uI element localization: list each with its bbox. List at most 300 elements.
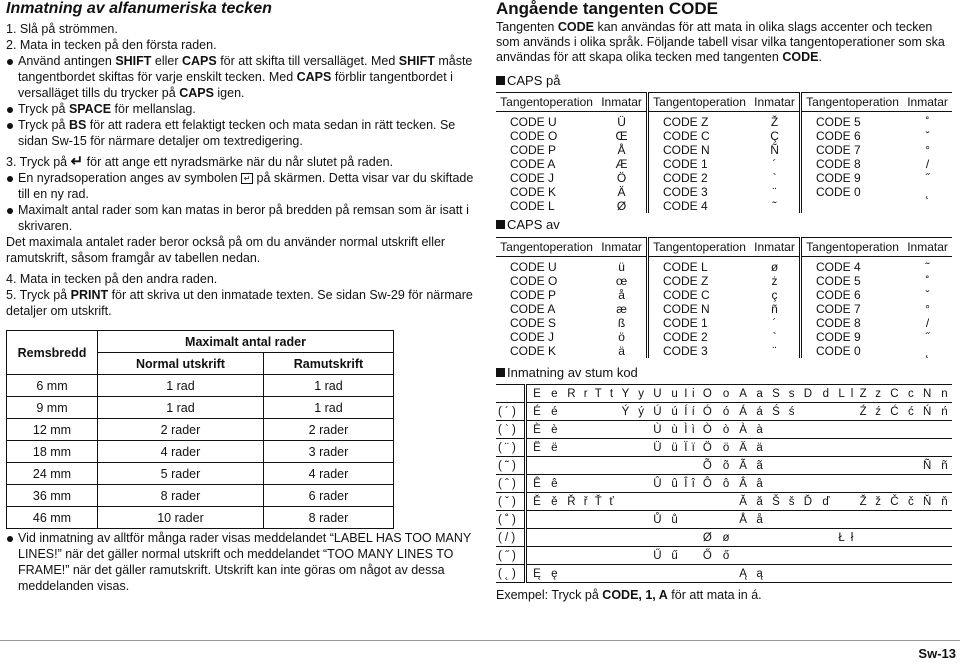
dead-key-cell: Í [682, 403, 689, 421]
table-cell: 36 mm [7, 485, 98, 507]
dead-key-cell [937, 439, 952, 457]
code-table-cell: ø [770, 260, 779, 274]
dead-key-cell [904, 547, 917, 565]
dead-key-cell: ü [667, 439, 682, 457]
col-header-normal: Normal utskrift [98, 353, 264, 375]
dead-key-cell [834, 493, 849, 511]
dead-key-cell [690, 547, 697, 565]
dead-key-cell [937, 511, 952, 529]
code-table-cell: ż [771, 274, 778, 288]
dead-key-cell: Å [734, 511, 752, 529]
dead-key-cell [834, 403, 849, 421]
dead-key-cell: ä [752, 439, 767, 457]
dead-key-cell [904, 511, 917, 529]
dead-key-cell: Î [682, 475, 689, 493]
dead-key-cell: ď [818, 493, 834, 511]
dead-key-cell: À [734, 421, 752, 439]
dead-key-header-cell: R [562, 385, 581, 403]
code-table-cell: CODE 5 [800, 274, 903, 288]
code-table-cell: ´ [772, 316, 777, 330]
right-column [496, 0, 956, 603]
dead-key-cell: Õ [697, 457, 718, 475]
dead-key-header-cell: e [547, 385, 562, 403]
code-table-cell: CODE Z [647, 112, 750, 130]
dead-key-cell [562, 511, 581, 529]
dead-key-cell [855, 565, 871, 583]
dead-key-row [496, 403, 952, 421]
code-table-cell: ˛ [925, 344, 930, 358]
code-table-row [496, 288, 952, 302]
dead-key-cell: Ý [617, 403, 635, 421]
dead-key-cell [767, 565, 785, 583]
dead-key-cell: Ù [648, 421, 667, 439]
dead-key-cell: ú [667, 403, 682, 421]
table-row [7, 485, 394, 507]
dead-key-cell [818, 529, 834, 547]
dead-key-cell [581, 511, 590, 529]
code-table-header-row [496, 93, 952, 112]
dead-key-cell [697, 511, 718, 529]
table-row [7, 419, 394, 441]
dead-key-cell [904, 439, 917, 457]
step-3: 3. Tryck på ↵ för att ange ett nyradsmärke när du når slutet på raden. [6, 153, 394, 170]
table-cell: 1 rad [98, 375, 264, 397]
code-table-cell: ˚ [925, 274, 930, 288]
dead-key-cell [682, 529, 689, 547]
dead-key-header-cell: r [581, 385, 590, 403]
code-table-cell: CODE J [510, 330, 555, 344]
dead-key-cell [617, 547, 635, 565]
max-lines-paragraph: Det maximala antalet rader beror också på om du använder normal utskrift eller ramutskrift, såsom framgår av tabellen nedan. [6, 235, 446, 265]
code-table-cell: Œ [615, 129, 628, 143]
dead-key-cell: â [752, 475, 767, 493]
dead-key-cell [606, 475, 616, 493]
dead-key-cell [718, 493, 734, 511]
dead-key-cell [590, 529, 606, 547]
dead-key-cell [798, 511, 817, 529]
code-table-cell: CODE N [647, 302, 750, 316]
dead-key-cell [885, 439, 904, 457]
dead-key-header-cell: z [871, 385, 884, 403]
code-table-cell: CODE U [510, 260, 557, 274]
dead-key-cell [667, 529, 682, 547]
code-table-row [496, 129, 952, 143]
code-table-cell: CODE K [510, 185, 557, 199]
code-table-cell: CODE P [510, 288, 557, 302]
square-bullet-icon [496, 220, 505, 229]
dead-key-cell [617, 565, 635, 583]
col-header-operation: Tangentoperation [647, 238, 750, 257]
dead-key-cell [798, 457, 817, 475]
dead-key-cell [798, 475, 817, 493]
dead-key-cell [885, 421, 904, 439]
dead-key-cell [682, 457, 689, 475]
code-table-cell: œ [615, 274, 628, 288]
dead-key-cell [818, 457, 834, 475]
dead-key-cell [904, 475, 917, 493]
dead-key-cell: ť [606, 493, 616, 511]
square-bullet-icon [496, 76, 505, 85]
dead-key-cell: Ö [697, 439, 718, 457]
dead-key-cell [667, 493, 682, 511]
dead-key-cell: Š [767, 493, 785, 511]
code-section-title: Angående tangenten CODE [496, 0, 718, 18]
dead-key-cell [690, 565, 697, 583]
code-table-row [496, 171, 952, 185]
dead-key-cell [937, 547, 952, 565]
code-table-cell: CODE 3 [647, 344, 750, 358]
dead-key-cell [871, 457, 884, 475]
dead-key-cell [834, 421, 849, 439]
table-cell: 1 rad [98, 397, 264, 419]
dead-key-cell [871, 439, 884, 457]
code-table-cell: CODE 6 [800, 129, 903, 143]
code-table-row [496, 274, 952, 288]
code-table-cell: CODE O [510, 129, 558, 143]
dead-key-cell [785, 475, 798, 493]
dead-key-cell [634, 421, 647, 439]
code-table-cell: CODE 1 [647, 157, 750, 171]
dead-key-cell [785, 529, 798, 547]
code-table-cell: Æ [615, 157, 628, 171]
dead-key-cell [562, 475, 581, 493]
dead-key-row [496, 565, 952, 583]
code-table-cell: CODE 4 [647, 199, 750, 213]
dead-key-cell: Ą [734, 565, 752, 583]
code-table-row [496, 185, 952, 199]
code-table-cell: ˜ [772, 199, 777, 213]
dead-key-cell: Ï [682, 439, 689, 457]
table-cell: 5 rader [98, 463, 264, 485]
dead-key-cell [937, 565, 952, 583]
dead-key-cell [590, 565, 606, 583]
dead-key-row [496, 439, 952, 457]
code-table-cell: CODE 0 [800, 185, 903, 199]
code-table-cell [903, 199, 952, 213]
code-table-row [496, 157, 952, 171]
step-5: 5. Tryck på PRINT för att skriva ut den inmatade texten. Se sidan Sw-29 för närmare detaljer om utskrift. [6, 288, 473, 318]
dead-key-cell [697, 493, 718, 511]
dead-key-cell: ć [904, 403, 917, 421]
dead-key-cell [617, 475, 635, 493]
dead-key-cell [590, 475, 606, 493]
dead-key-cell [590, 421, 606, 439]
dead-key-header-cell: y [634, 385, 647, 403]
dead-key-cell [690, 457, 697, 475]
code-table-cell: CODE 7 [800, 143, 903, 157]
code-table-row [496, 143, 952, 157]
col-header-operation: Tangentoperation [496, 93, 597, 112]
dead-key-cell: ( ˛ ) [496, 565, 526, 583]
dead-key-cell: ś [785, 403, 798, 421]
col-header-width: Remsbredd [7, 331, 98, 375]
dead-key-cell: č [904, 493, 917, 511]
code-table-cell: CODE 2 [647, 171, 750, 185]
dead-key-cell [871, 565, 884, 583]
note-block [6, 530, 476, 594]
dead-key-cell: š [785, 493, 798, 511]
code-table-cell: ö [618, 330, 625, 344]
dead-key-cell [871, 547, 884, 565]
dead-key-cell [855, 457, 871, 475]
code-table-cell: ˜ [925, 260, 930, 274]
dead-key-cell [834, 565, 849, 583]
code-table-row [496, 112, 952, 130]
dead-key-cell: Ü [648, 439, 667, 457]
dead-key-cell: î [690, 475, 697, 493]
dead-key-cell: ( ` ) [496, 421, 526, 439]
dead-key-cell [918, 475, 937, 493]
dead-key-cell: å [752, 511, 767, 529]
dead-key-cell: ù [667, 421, 682, 439]
code-table-cell: CODE 8 [800, 316, 903, 330]
dead-key-header-cell: n [937, 385, 952, 403]
dead-key-cell [690, 493, 697, 511]
col-header-operation: Tangentoperation [800, 93, 903, 112]
dead-key-cell [547, 511, 562, 529]
bullet-backspace: Tryck på BS för att radera ett felaktigt tecken och mata sedan in rätt tecken. Se sidan Sw-15 för närmare detaljer om textredigering. [6, 117, 476, 149]
dead-key-header-cell [496, 385, 526, 403]
dead-key-cell [785, 547, 798, 565]
dead-key-cell: Č [885, 493, 904, 511]
example-text: Exempel: Tryck på CODE, 1, A för att mata in á. [496, 588, 762, 602]
dead-key-cell: á [752, 403, 767, 421]
dead-key-cell [682, 547, 689, 565]
dead-key-row [496, 493, 952, 511]
dead-key-cell: Ń [918, 403, 937, 421]
col-header-frame: Ramutskrift [263, 353, 393, 375]
dead-key-cell: Ę [526, 565, 547, 583]
code-table-cell: CODE S [510, 316, 557, 330]
col-header-input: Inmatar [597, 238, 647, 257]
code-table-row [496, 302, 952, 316]
dead-key-header-cell: u [667, 385, 682, 403]
return-key-icon: ↵ [70, 153, 84, 170]
dead-key-cell [798, 403, 817, 421]
dead-key-cell [718, 511, 734, 529]
dead-key-cell: ź [871, 403, 884, 421]
dead-key-cell: Ó [697, 403, 718, 421]
dead-key-cell [885, 547, 904, 565]
code-table-cell: CODE P [510, 143, 557, 157]
dead-key-cell: ì [690, 421, 697, 439]
dead-key-cell: ò [718, 421, 734, 439]
dead-key-header-cell: i [690, 385, 697, 403]
dead-key-cell [818, 403, 834, 421]
dead-key-cell: Ì [682, 421, 689, 439]
dead-key-cell [634, 457, 647, 475]
dead-key-header-cell: Y [617, 385, 635, 403]
dead-key-cell: Ě [526, 493, 547, 511]
code-table-cell: CODE 4 [800, 257, 903, 275]
code-table-cell: / [925, 316, 930, 330]
dead-key-cell [581, 475, 590, 493]
dead-key-cell: Ň [918, 493, 937, 511]
dead-key-header-cell: s [785, 385, 798, 403]
dead-key-cell [606, 547, 616, 565]
dead-key-cell [606, 457, 616, 475]
dead-key-cell: ą [752, 565, 767, 583]
code-table-cell: ß [617, 316, 626, 330]
dead-key-cell: ń [937, 403, 952, 421]
dead-key-cell [682, 565, 689, 583]
dead-key-cell [871, 475, 884, 493]
dead-key-cell: ô [718, 475, 734, 493]
dead-key-cell [617, 511, 635, 529]
section-title: Inmatning av alfanumeriska tecken [6, 0, 272, 17]
dead-key-heading: Inmatning av stum kod [496, 365, 956, 380]
dead-key-cell [834, 511, 849, 529]
dead-key-cell [590, 403, 606, 421]
col-header-group: Maximalt antal rader [98, 331, 394, 353]
dead-key-cell: ě [547, 493, 562, 511]
code-table-cell: Ä [617, 185, 626, 199]
dead-key-cell [634, 547, 647, 565]
dead-key-cell [606, 529, 616, 547]
code-table-row [496, 330, 952, 344]
dead-key-cell: ř [581, 493, 590, 511]
code-table-cell: CODE 7 [800, 302, 903, 316]
dead-key-cell [798, 421, 817, 439]
dead-key-cell: ę [547, 565, 562, 583]
code-table-cell: ˇ [925, 288, 930, 302]
dead-key-header-cell: N [918, 385, 937, 403]
dead-key-cell: ý [634, 403, 647, 421]
dead-key-cell [634, 493, 647, 511]
code-table-cell: ˇ [925, 129, 930, 143]
dead-key-cell [798, 439, 817, 457]
dead-key-cell [918, 439, 937, 457]
dead-key-cell [855, 529, 871, 547]
dead-key-cell [526, 457, 547, 475]
dead-key-cell: Ò [697, 421, 718, 439]
col-header-input: Inmatar [750, 93, 800, 112]
col-header-input: Inmatar [750, 238, 800, 257]
code-table-cell: CODE 6 [800, 288, 903, 302]
dead-key-cell [581, 529, 590, 547]
table-cell: 1 rad [263, 397, 393, 419]
code-table-cell: ¨ [772, 344, 777, 358]
dead-key-cell [526, 547, 547, 565]
table-cell: 6 rader [263, 485, 393, 507]
dead-key-row [496, 529, 952, 547]
code-table-cell: Ü [617, 115, 626, 129]
dead-key-cell: ( ¨ ) [496, 439, 526, 457]
bullet-space: Tryck på SPACE för mellanslag. [6, 101, 476, 117]
dead-key-cell [855, 421, 871, 439]
dead-key-cell: ë [547, 439, 562, 457]
code-table-cell: CODE J [510, 171, 555, 185]
dead-key-cell [634, 565, 647, 583]
dead-key-row [496, 421, 952, 439]
dead-key-cell [798, 529, 817, 547]
dead-key-table [496, 384, 952, 583]
code-table-cell: CODE O [510, 274, 558, 288]
dead-key-cell: Ú [648, 403, 667, 421]
dead-key-cell [885, 457, 904, 475]
code-table-cell [800, 199, 903, 213]
code-table-cell: CODE 9 [800, 171, 903, 185]
dead-key-cell [818, 511, 834, 529]
code-table-cell: Ö [616, 171, 627, 185]
dead-key-row [496, 547, 952, 565]
dead-key-cell [785, 421, 798, 439]
dead-key-cell [785, 457, 798, 475]
code-table-cell: Ø [616, 199, 627, 213]
dead-key-cell: Ő [697, 547, 718, 565]
dead-key-cell [798, 565, 817, 583]
dead-key-cell: Ă [734, 493, 752, 511]
dead-key-cell [834, 457, 849, 475]
dead-key-cell [617, 421, 635, 439]
code-table-cell: ä [618, 344, 625, 358]
dead-key-cell [590, 511, 606, 529]
code-table-cell: ü [618, 260, 625, 274]
dead-key-cell: û [667, 475, 682, 493]
dead-key-cell [785, 439, 798, 457]
code-table-cell: ` [772, 171, 777, 185]
dead-key-cell [634, 511, 647, 529]
dead-key-cell: ö [718, 439, 734, 457]
dead-key-cell [526, 529, 547, 547]
bullet-newline-symbol: En nyradsoperation anges av symbolen ↵ på skärmen. Detta visar var du skiftade till en ny rad. [6, 170, 476, 202]
dead-key-cell: Ê [526, 475, 547, 493]
left-column [6, 0, 476, 319]
dead-key-cell [648, 565, 667, 583]
table-cell: 4 rader [263, 463, 393, 485]
dead-key-header-cell: D [798, 385, 817, 403]
dead-key-cell: Ë [526, 439, 547, 457]
page-number: Sw-13 [918, 646, 956, 661]
table-cell: 3 rader [263, 441, 393, 463]
dead-key-cell: ê [547, 475, 562, 493]
col-header-operation: Tangentoperation [800, 238, 903, 257]
dead-key-cell [634, 475, 647, 493]
dead-key-cell [767, 511, 785, 529]
dead-key-cell [752, 529, 767, 547]
dead-key-cell [818, 439, 834, 457]
dead-key-cell [785, 565, 798, 583]
bullet-shift-caps: Använd antingen SHIFT eller CAPS för att skifta till versalläget. Med SHIFT måste tangentbordet skiftas för varje enskilt tecken. Med CAPS förblir tangentbordet i versalläget tills du trycker på CAPS igen. [6, 53, 476, 101]
code-table-row [496, 199, 952, 213]
code-table-cell: ` [772, 330, 777, 344]
dead-key-cell [648, 529, 667, 547]
dead-key-header-cell: O [697, 385, 718, 403]
code-table-cell: CODE L [510, 199, 555, 213]
dead-key-header-row [496, 385, 952, 403]
dead-key-cell: Â [734, 475, 752, 493]
dead-key-cell [785, 511, 798, 529]
dead-key-cell: Ô [697, 475, 718, 493]
code-table-cell: Ñ [770, 143, 779, 157]
dead-key-cell: ( ˜ ) [496, 457, 526, 475]
dead-key-header-cell: d [818, 385, 834, 403]
dead-key-cell [904, 529, 917, 547]
dead-key-cell [767, 421, 785, 439]
dead-key-cell: ( ˆ ) [496, 475, 526, 493]
table-cell: 8 rader [98, 485, 264, 507]
caps-on-heading: CAPS på [496, 73, 956, 88]
dead-key-cell [904, 565, 917, 583]
dead-key-cell [885, 475, 904, 493]
dead-key-cell [562, 547, 581, 565]
dead-key-cell: ű [667, 547, 682, 565]
code-table-cell: ñ [771, 302, 778, 316]
table-cell: 1 rad [263, 375, 393, 397]
dead-key-cell [918, 421, 937, 439]
dead-key-header-cell: A [734, 385, 752, 403]
code-table-cell: Å [617, 143, 626, 157]
